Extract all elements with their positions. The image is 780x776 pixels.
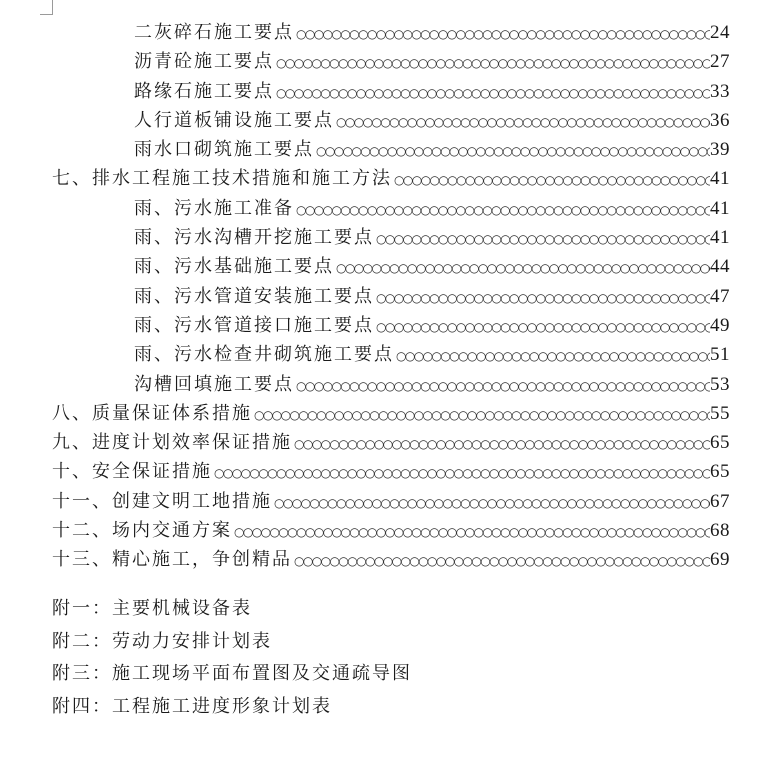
toc-leader-dots — [374, 284, 710, 313]
toc-entry-title: 雨、污水施工准备 — [134, 197, 294, 219]
toc-entry-page-number: 41 — [710, 197, 730, 219]
toc-entry-page-number: 65 — [710, 432, 730, 454]
toc-entry-title: 十三、精心施工，争创精品 — [52, 549, 292, 571]
toc-entry-page-number: 41 — [710, 168, 730, 190]
toc-entry[interactable] — [0, 516, 780, 545]
appendix-item: 附二：劳动力安排计划表 — [52, 630, 272, 652]
toc-leader-dots — [394, 342, 710, 371]
toc-leader-dots — [294, 372, 710, 401]
toc-entry[interactable] — [0, 428, 780, 457]
toc-entry[interactable] — [0, 457, 780, 486]
toc-leader-dots — [392, 166, 710, 195]
toc-leader-dots — [294, 196, 710, 225]
toc-entry-page-number: 67 — [710, 490, 730, 512]
toc-entry[interactable] — [0, 340, 780, 369]
toc-entry[interactable] — [0, 106, 780, 135]
toc-leader-dots — [292, 547, 710, 576]
toc-leader-dots — [274, 49, 710, 78]
page-corner-mark — [40, 0, 53, 15]
toc-leader-dots — [314, 137, 710, 166]
toc-entry-page-number: 41 — [710, 227, 730, 249]
toc-leader-dots — [334, 108, 710, 137]
toc-entry-page-number: 55 — [710, 402, 730, 424]
toc-entry[interactable] — [0, 77, 780, 106]
toc-entry[interactable] — [0, 164, 780, 193]
toc-entry-title: 八、质量保证体系措施 — [52, 402, 252, 424]
toc-entry-page-number: 68 — [710, 520, 730, 542]
toc-entry-page-number: 36 — [710, 109, 730, 131]
toc-entry-title: 雨水口砌筑施工要点 — [134, 139, 314, 161]
toc-entry-page-number: 44 — [710, 256, 730, 278]
toc-entry-page-number: 65 — [710, 461, 730, 483]
toc-entry-page-number: 51 — [710, 344, 730, 366]
toc-leader-dots — [292, 430, 710, 459]
toc-entry-title: 二灰碎石施工要点 — [134, 22, 294, 43]
appendix-list — [52, 593, 412, 723]
toc-entry[interactable] — [0, 370, 780, 399]
toc-entry-title: 雨、污水管道接口施工要点 — [134, 314, 374, 336]
toc-entry-page-number: 53 — [710, 373, 730, 395]
toc-entry-page-number: 49 — [710, 314, 730, 336]
toc-entry[interactable] — [0, 311, 780, 340]
toc-entry[interactable] — [0, 399, 780, 428]
toc-entry[interactable] — [0, 47, 780, 76]
appendix-item: 附四：工程施工进度形象计划表 — [52, 695, 332, 717]
toc-entry-title: 人行道板铺设施工要点 — [134, 109, 334, 131]
toc-entry-title: 沥青砼施工要点 — [134, 51, 274, 73]
toc-leader-dots — [232, 518, 710, 547]
toc-leader-dots — [294, 20, 710, 49]
toc-entry-title: 十二、场内交通方案 — [52, 520, 232, 542]
toc-entry[interactable] — [0, 135, 780, 164]
toc-entry-title: 九、进度计划效率保证措施 — [52, 432, 292, 454]
appendix-item: 附三：施工现场平面布置图及交通疏导图 — [52, 663, 412, 684]
toc-entry-page-number: 69 — [710, 549, 730, 571]
toc-entry[interactable] — [0, 487, 780, 516]
toc-entry-page-number: 33 — [710, 80, 730, 102]
appendix-item: 附一：主要机械设备表 — [52, 598, 252, 619]
toc-entry[interactable] — [0, 545, 780, 574]
toc-entry-page-number: 47 — [710, 285, 730, 307]
toc-entry-title: 雨、污水沟槽开挖施工要点 — [134, 227, 374, 249]
toc-entry-page-number: 27 — [710, 51, 730, 73]
toc-entry-title: 沟槽回填施工要点 — [134, 373, 294, 395]
toc-leader-dots — [274, 79, 710, 108]
toc-leader-dots — [252, 401, 710, 430]
toc-leader-dots — [212, 459, 710, 488]
toc-entry[interactable] — [0, 18, 780, 47]
toc-leader-dots — [272, 489, 710, 518]
table-of-contents — [0, 18, 780, 575]
toc-entry[interactable] — [0, 223, 780, 252]
toc-entry-page-number: 39 — [710, 139, 730, 161]
toc-leader-dots — [334, 254, 710, 283]
toc-entry-title: 七、排水工程施工技术措施和施工方法 — [52, 168, 392, 190]
toc-entry-page-number: 24 — [710, 22, 730, 43]
toc-entry-title: 雨、污水管道安装施工要点 — [134, 285, 374, 307]
toc-leader-dots — [374, 313, 710, 342]
toc-entry-title: 雨、污水基础施工要点 — [134, 256, 334, 278]
toc-entry[interactable] — [0, 282, 780, 311]
toc-entry-title: 雨、污水检查井砌筑施工要点 — [134, 344, 394, 366]
toc-entry[interactable] — [0, 194, 780, 223]
toc-entry[interactable] — [0, 252, 780, 281]
toc-entry-title: 十一、创建文明工地措施 — [52, 490, 272, 512]
toc-leader-dots — [374, 225, 710, 254]
toc-entry-title: 路缘石施工要点 — [134, 80, 274, 102]
toc-entry-title: 十、安全保证措施 — [52, 461, 212, 483]
